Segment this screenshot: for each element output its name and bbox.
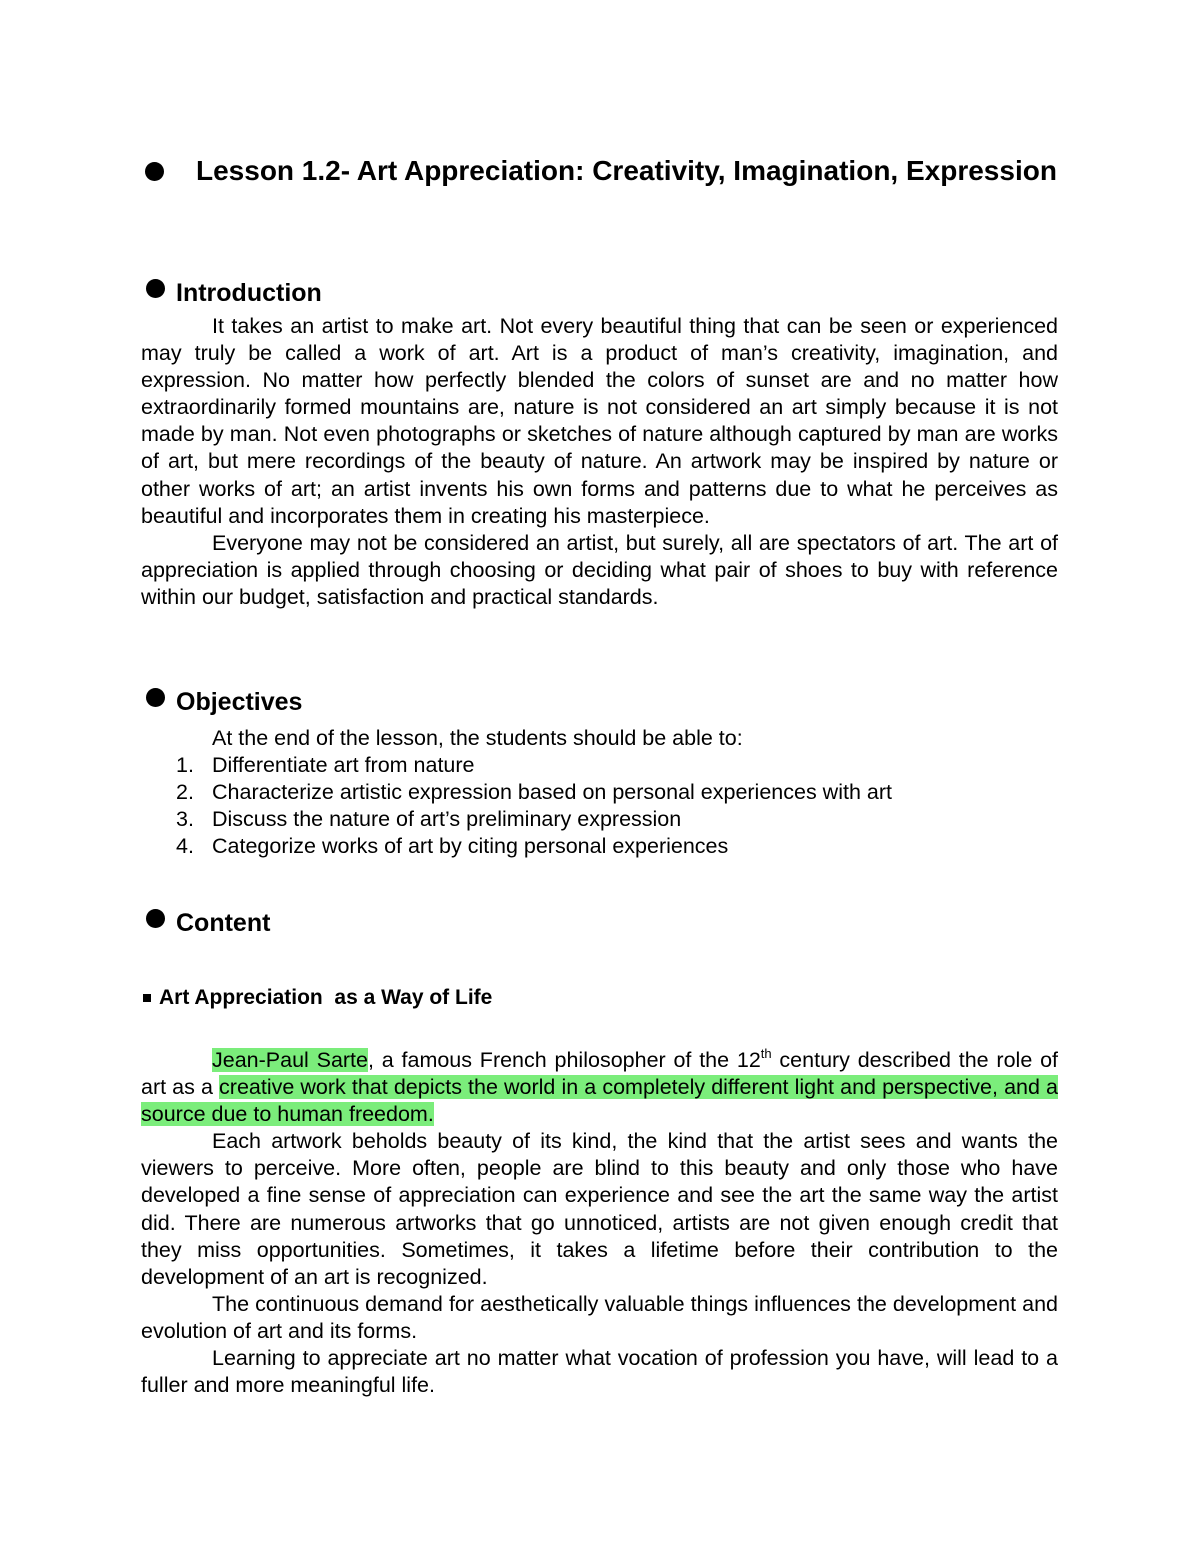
ordinal-suffix: th [760, 1046, 772, 1061]
introduction-body [141, 313, 1058, 611]
title-bullet-icon [145, 162, 164, 181]
content-bullet-icon [146, 909, 165, 928]
list-item-number: 3. [176, 807, 194, 831]
content-paragraph-4: Learning to appreciate art no matter what vocation of profession you have, will lead to a fuller and more meaningful life. [141, 1346, 1058, 1398]
objectives-bullet-icon [146, 688, 165, 707]
content-paragraph-3: The continuous demand for aesthetically valuable things influences the development and evolution of art and its forms. [141, 1291, 1058, 1343]
list-item-text: Discuss the nature of art’s preliminary expression [212, 807, 682, 831]
content-heading: Content [176, 909, 271, 937]
introduction-paragraph-2: Everyone may not be considered an artist, but surely, all are spectators of art. The art of appreciation is applied through choosing or deciding what pair of shoes to buy with reference within our budget, satisfaction and practical standards. [141, 530, 1058, 609]
introduction-heading: Introduction [176, 279, 322, 307]
list-item-number: 1. [176, 753, 194, 777]
introduction-paragraph-1: It takes an artist to make art. Not every beautiful thing that can be seen or experienced may truly be called a work of art. Art is a product of man’s creativity, imagination, and expression. No matter how perfectly blended the colors of sunset are and no matter how extraordinarily formed mountains are, nature is not considered an art simply because it is not made by man. Not even photographs or sketches of nature although captured by man are works of art, but mere recordings of the beauty of nature. An artwork may be inspired by nature or other works of art; an artist invents his own forms and patterns due to what he perceives as beautiful and incorporates them in creating his masterpiece. [141, 314, 1058, 528]
content-paragraph-2: Each artwork beholds beauty of its kind, the kind that the artist sees and wants the viewers to perceive. More often, people are blind to this beauty and only those who have developed a fine sense of appreciation can experience and see the art the same way the artist did. There are numerous artworks that go unnoticed, artists are not given enough credit that they miss opportunities. Sometimes, it takes a lifetime before their contribution to the development of an art is recognized. [141, 1129, 1058, 1289]
highlighted-name: Jean-Paul Sarte [212, 1048, 368, 1072]
list-item-number: 4. [176, 834, 194, 858]
subheading-square-bullet-icon [143, 994, 151, 1002]
list-item-text: Differentiate art from nature [212, 753, 475, 777]
highlighted-definition: creative work that depicts the world in a completely different light and perspective, and a source due to human freedom. [141, 1075, 1058, 1127]
sarte-paragraph [141, 1047, 1058, 1128]
sarte-text-1: , a famous French philosopher of the 12 [368, 1048, 761, 1072]
list-item-text: Categorize works of art by citing personal experiences [212, 834, 729, 858]
page-title: Lesson 1.2- Art Appreciation: Creativity, Imagination, Expression [196, 155, 1057, 186]
introduction-bullet-icon [146, 279, 165, 298]
list-item-text: Characterize artistic expression based on personal experiences with art [212, 780, 892, 804]
content-body [141, 1047, 1058, 1399]
content-subheading: Art Appreciation as a Way of Life [159, 986, 493, 1009]
objectives-heading: Objectives [176, 688, 303, 716]
list-item-number: 2. [176, 780, 194, 804]
objectives-intro: At the end of the lesson, the students should be able to: [212, 726, 743, 750]
sarte-text-2: century described the role of art as a [141, 1048, 1058, 1100]
